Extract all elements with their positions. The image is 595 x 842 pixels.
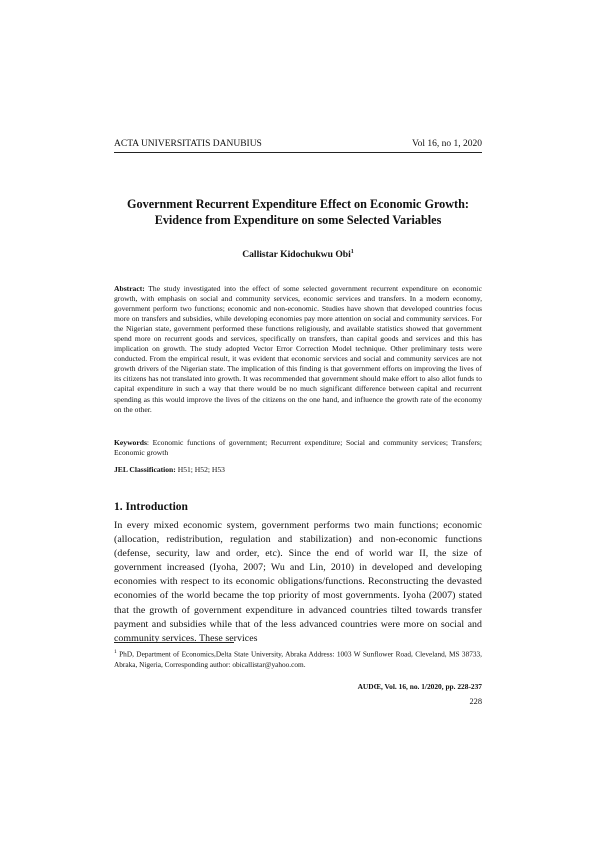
footnote-mark: 1 [114, 649, 117, 655]
jel-label: JEL Classification: [114, 465, 176, 474]
abstract-text: The study investigated into the effect of some selected government recurrent expenditure on economic growth, with emphasis on social and community services, economic services and transfers. In a modern economy, government perform two functions; economic and non-economic. Studies have shown that developed countries focus more on transfers and subsidies, while developing economies pay more attention on social and community services. For the Nigerian state, government performed these functions religiously, and available statistics showed that government spend more on recurrent goods and services, specifically on transfers, than capital goods and services and this has implication on growth. The study adopted Vector Error Correction Model technique. Other preliminary tests were conducted. From the empirical result, it was evident that economic services and social and community services are not growth drivers of the Nigerian state. The implication of this finding is that government efforts on improving the lives of its citizens has not translated into growth. It was recommended that government should make effort to also allot funds to capital expenditure in such a way that there would be no much significant difference between capital and recurrent spending as this would improve the lives of the citizens on the one hand, and influence the growth rate of the economy on the other. [114, 284, 482, 414]
footnote [114, 647, 482, 670]
keywords-text: : Economic functions of government; Recurrent expenditure; Social and community services; Transfers; Economic growth [114, 438, 482, 458]
author-footnote-mark: 1 [350, 249, 354, 255]
header-rule [114, 152, 482, 153]
footnote-text: PhD, Department of Economics,Delta State University, Abraka Address: 1003 W Sunflower Road, Cleveland, MS 38733, Abraka, Nigeria, Corresponding author: obicallistar@yahoo.com. [114, 649, 482, 670]
running-header [114, 139, 482, 149]
keywords [114, 438, 482, 458]
abstract-label: Abstract: [114, 284, 145, 293]
section-heading-introduction: 1. Introduction [114, 501, 188, 513]
abstract [114, 284, 482, 415]
introduction-paragraph: In every mixed economic system, government performs two main functions; economic (allocation, redistribution, regulation and stabilization) and non-economic functions (defense, security, law and order, etc). Since the end of world war II, the size of government increased (Iyoha, 2007; Wu and Lin, 2010) in developed and developing economies with respect to its economic obligations/functions. Reconstructing the devasted economies of the world became the top priority of most governments. Iyoha (2007) stated that the growth of government expenditure in advanced countries tilted towards transfer payment and subsidies while that of the less advanced countries were more on social and community services. These services [114, 520, 482, 644]
keywords-label: Keywords [114, 438, 147, 447]
author-name: Callistar Kidochukwu Obi [242, 249, 351, 261]
volume-info: Vol 16, no 1, 2020 [411, 139, 482, 149]
page-number: 228 [469, 697, 482, 706]
journal-citation: AUDŒ, Vol. 16, no. 1/2020, pp. 228-237 [357, 682, 482, 691]
title-line-1: Government Recurrent Expenditure Effect on Economic Growth: [127, 197, 469, 211]
journal-name: ACTA UNIVERSITATIS DANUBIUS [114, 139, 262, 149]
jel-classification [114, 465, 482, 474]
title-line-2: Evidence from Expenditure on some Selected Variables [154, 212, 442, 227]
jel-codes: H51; H52; H53 [175, 465, 225, 474]
author-line [114, 249, 482, 260]
footnote-rule [114, 642, 234, 643]
paper-title [114, 197, 482, 228]
